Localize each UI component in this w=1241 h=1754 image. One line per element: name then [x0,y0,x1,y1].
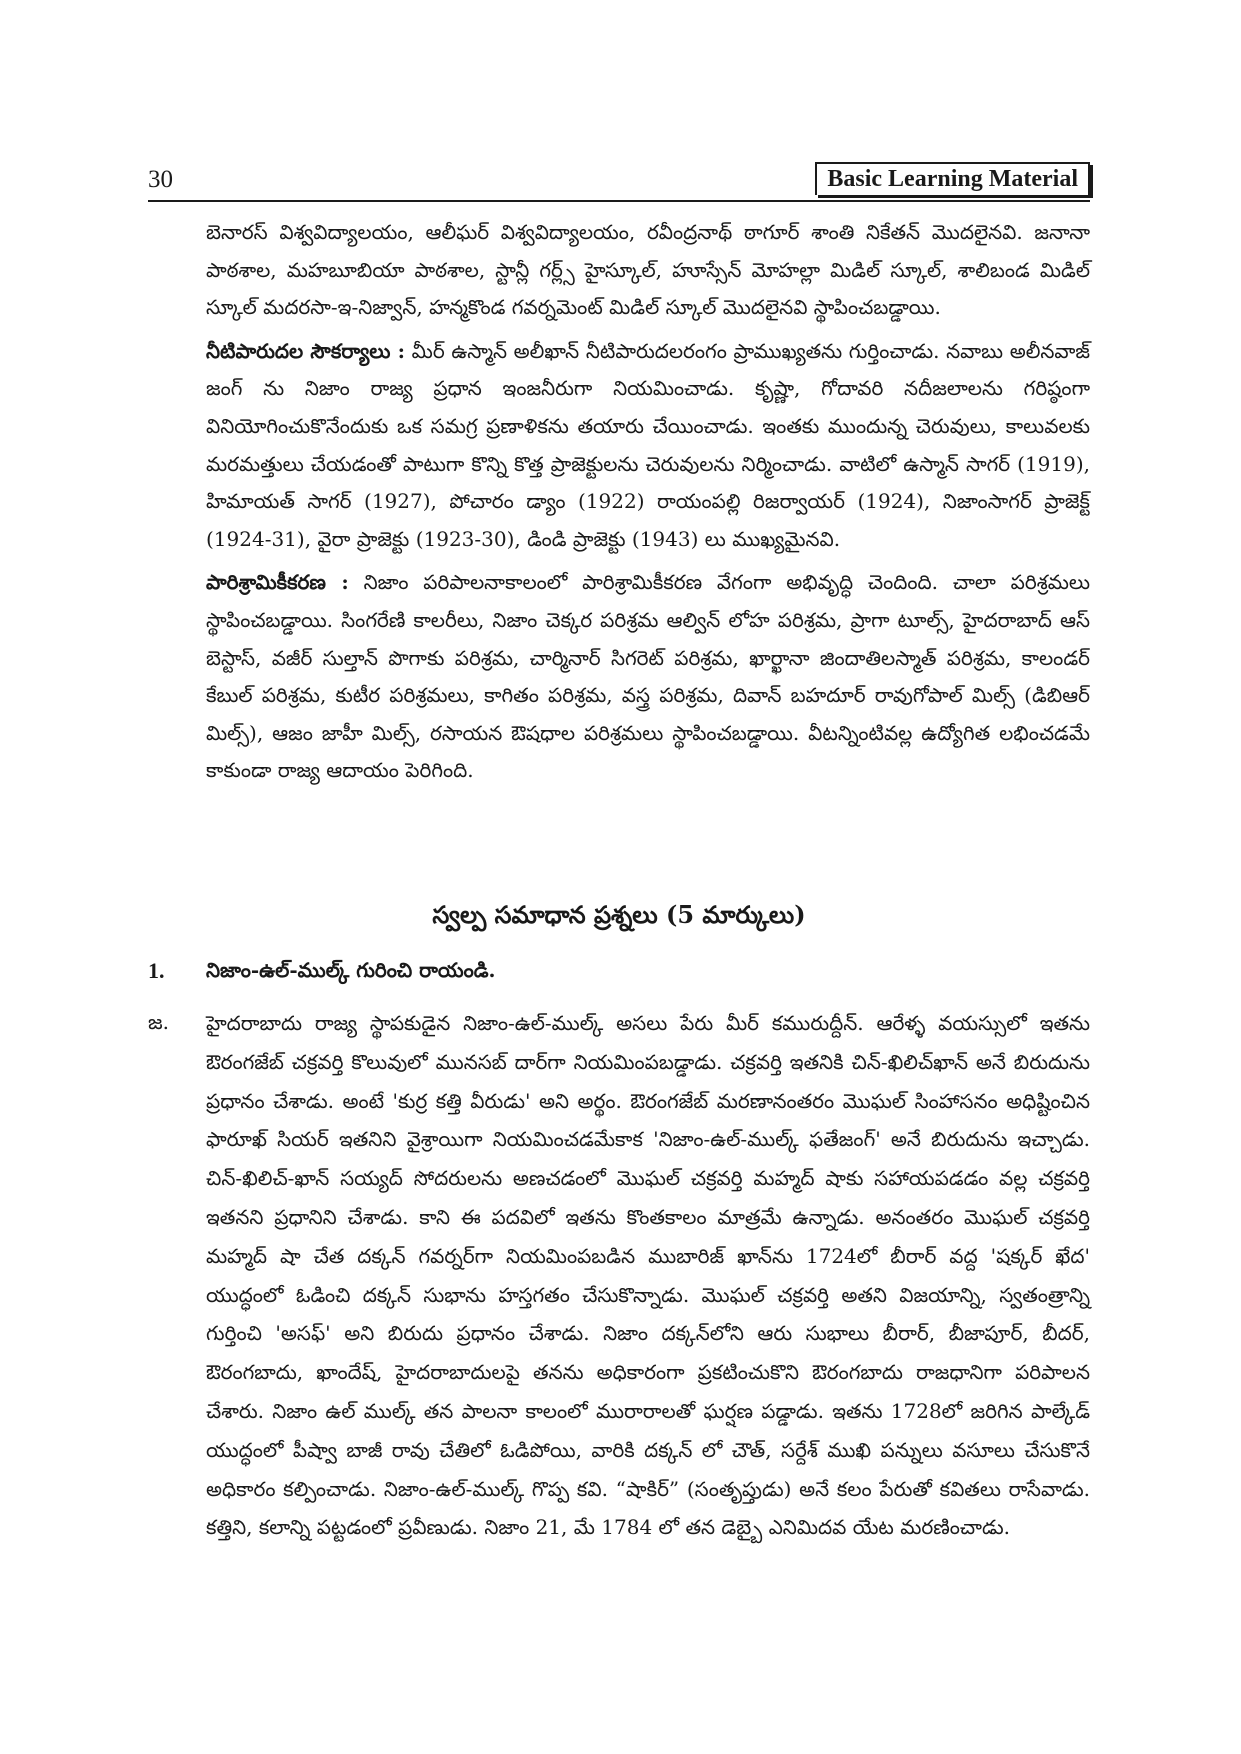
intro-paragraph: బెనారస్ విశ్వవిద్యాలయం, ఆలీఘర్ విశ్వవిద్యాలయం, రవీంద్రనాథ్ ఠాగూర్ శాంతి నికేతన్ మొదలైనవి. జనానా పాఠశాల, మహబూబియా పాఠశాల, స్టాన్లీ గర్ల్స్ హైస్కూల్, హూస్సేన్ మోహల్లా మిడిల్ స్కూల్, శాలిబండ మిడిల్ స్కూల్ మదరసా-ఇ-నిజ్వాన్, హన్మకొండ గవర్నమెంట్ మిడిల్ స్కూల్ మొదలైనవి స్థాపించబడ్డాయి. [206,220,1090,320]
industrialization-paragraph [206,564,1090,790]
irrigation-text: మీర్ ఉస్మాన్ అలీఖాన్ నీటిపారుదలరంగం ప్రాముఖ్యతను గుర్తించాడు. నవాబు అలీనవాజ్ జంగ్ ను నిజాం రాజ్య ప్రధాన ఇంజనీరుగా నియమించాడు. కృష్ణా, గోదావరి నదీజలాలను గరిష్ఠంగా వినియోగించుకొనేందుకు ఒక సమగ్ర ప్రణాళికను తయారు చేయించాడు. ఇంతకు ముందున్న చెరువులు, కాలువలకు మరమత్తులు చేయడంతో పాటుగా కొన్ని కొత్త ప్రాజెక్టులను చెరువులను నిర్మించాడు. వాటిలో ఉస్మాన్ సాగర్ (1919), హిమాయత్ సాగర్ (1927), పోచారం డ్యాం (1922) రాయంపల్లి రిజర్వాయర్ (1924), నిజాంసాగర్ ప్రాజెక్ట్ (1924-31), వైరా ప్రాజెక్టు (1923-30), డిండి ప్రాజెక్టు (1943) లు ముఖ్యమైనవి. [206,338,1090,551]
page-header [148,162,1090,202]
answer-text: హైదరాబాదు రాజ్య స్థాపకుడైన నిజాం-ఉల్-ముల్క్ అసలు పేరు మీర్ కమురుద్దీన్. ఆరేళ్ళ వయస్సులో ఇతను ఔరంగజేబ్ చక్రవర్తి కొలువులో మునసబ్ దార్‌గా నియమింపబడ్డాడు. చక్రవర్తి ఇతనికి చిన్-ఖిలిచ్‌ఖాన్ అనే బిరుదును ప్రధానం చేశాడు. అంటే 'కుర్ర కత్తి వీరుడు' అని అర్థం. ఔరంగజేబ్ మరణానంతరం మొఘల్ సింహాసనం అధిష్టించిన ఫారూఖ్ సియర్ ఇతనిని వైశ్రాయిగా నియమించడమేకాక 'నిజాం-ఉల్-ముల్క్ ఫతేజంగ్' అనే బిరుదును ఇచ్చాడు. చిన్-ఖిలిచ్-ఖాన్ సయ్యద్ సోదరులను అణచడంలో మొఘల్ చక్రవర్తి మహ్మద్ షాకు సహాయపడడం వల్ల చక్రవర్తి ఇతనని ప్రధానిని చేశాడు. కాని ఈ పదవిలో ఇతను కొంతకాలం మాత్రమే ఉన్నాడు. అనంతరం మొఘల్ చక్రవర్తి మహ్మద్ షా చేత దక్కన్ గవర్నర్‌గా నియమింపబడిన ముబారిజ్ ఖాన్‌ను 1724లో బీరార్ వద్ద 'షక్కర్ ఖేద' యుద్ధంలో ఓడించి దక్కన్ సుభాను హస్తగతం చేసుకొన్నాడు. మొఘల్ చక్రవర్తి అతని విజయాన్ని, స్వతంత్రాన్ని గుర్తించి 'అసఫ్' అని బిరుదు ప్రధానం చేశాడు. నిజాం దక్కన్‌లోని ఆరు సుభాలు బీరార్, బీజాపూర్, బీదర్, ఔరంగబాదు, ఖాందేష్, హైదరాబాదులపై తనను అధికారంగా ప్రకటించుకొని ఔరంగబాదు రాజధానిగా పరిపాలన చేశారు. నిజాం ఉల్ ముల్క్ తన పాలనా కాలంలో మురారాలతో ఘర్షణ పడ్డాడు. ఇతను 1728లో జరిగిన పాల్కేడ్ యుద్ధంలో పీష్వా బాజీ రావు చేతిలో ఓడిపోయి, వారికి దక్కన్ లో చౌత్, సర్దేశ్ ముఖి పన్నులు వసూలు చేసుకొనే అధికారం కల్పించాడు. నిజాం-ఉల్-ముల్క్ గొప్ప కవి. “షాకిర్” (సంతృప్తుడు) అనే కలం పేరుతో కవితలు రాసేవాడు. కత్తిని, కలాన్ని పట్టడంలో ప్రవీణుడు. నిజాం 21, మే 1784 లో తన డెబ్బై ఎనిమిదవ యేట మరణించాడు. [206,1011,1090,1540]
body-content [206,214,1090,796]
irrigation-paragraph [206,333,1090,559]
header-rule [148,200,1090,202]
page-number: 30 [148,166,173,193]
industrialization-heading: పారిశ్రామికీకరణ : [206,570,349,595]
irrigation-heading: నీటిపారుదల సౌకర్యాలు : [206,338,406,363]
question-text: నిజాం-ఉల్-ముల్క్ గురించి రాయండి. [206,958,496,982]
question-number: 1. [148,958,165,983]
section-heading: స్వల్ప సమాధాన ప్రశ్నలు (5 మార్కులు) [432,900,806,929]
answer-label: జ. [148,1010,169,1034]
book-title-box: Basic Learning Material [815,162,1090,195]
industrialization-text: నిజాం పరిపాలనాకాలంలో పారిశ్రామికీకరణ వేగంగా అభివృద్ధి చెందింది. చాలా పరిశ్రమలు స్థాపించబడ్డాయి. సింగరేణి కాలరీలు, నిజాం చెక్కర పరిశ్రమ ఆల్విన్ లోహ పరిశ్రమ, ప్రాగా టూల్స్, హైదరాబాద్ ఆస్ బెస్టాస్, వజీర్ సుల్తాన్ పొగాకు పరిశ్రమ, చార్మినార్ సిగరెట్ పరిశ్రమ, ఖార్ఖానా జిందాతిలస్మాత్ పరిశ్రమ, కాలండర్ కేబుల్ పరిశ్రమ, కుటీర పరిశ్రమలు, కాగితం పరిశ్రమ, వస్త్ర పరిశ్రమ, దివాన్ బహదూర్ రావుగోపాల్ మిల్స్ (డిబిఆర్ మిల్స్), ఆజం జాహీ మిల్స్, రసాయన ఔషధాల పరిశ్రమలు స్థాపించబడ్డాయి. వీటన్నింటివల్ల ఉద్యోగిత లభించడమే కాకుండా రాజ్య ఆదాయం పెరిగింది. [206,570,1090,783]
